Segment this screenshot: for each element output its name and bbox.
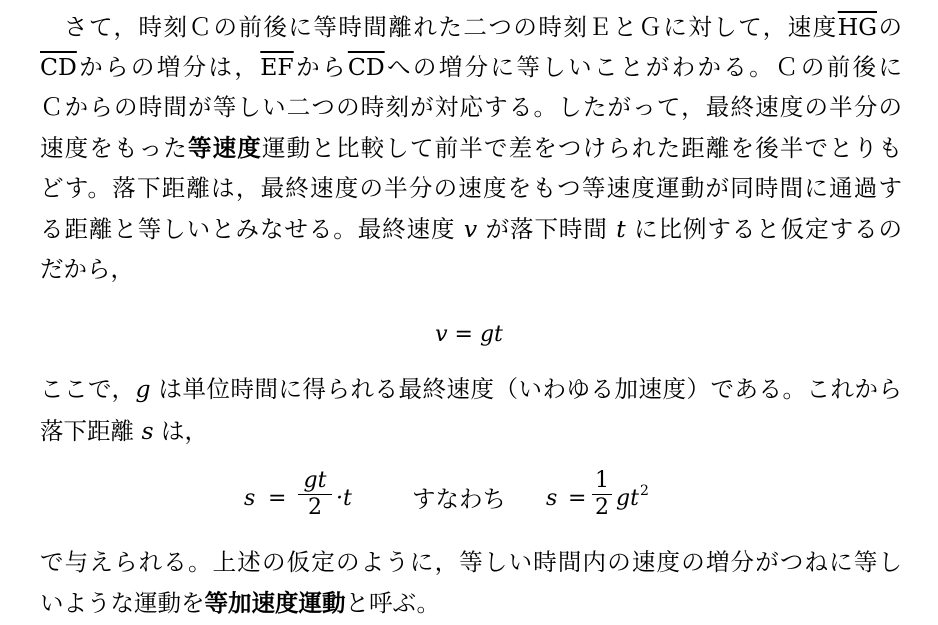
text-segment: は， [153, 417, 209, 445]
text-segment: が落下時間 [477, 215, 617, 243]
text-line [40, 586, 902, 620]
text-line: で与えられる。上述の仮定のように，等しい時間内の速度の増分がつねに等し [40, 548, 902, 576]
fraction-numerator: gt [303, 468, 327, 493]
text-line: だから， [40, 255, 134, 283]
text-segment: 速度をもった [40, 134, 188, 162]
formula-equals: = [268, 486, 287, 511]
text-line [40, 212, 902, 246]
text-line [40, 414, 902, 448]
text-line [40, 131, 902, 165]
formula-s: s [546, 486, 558, 511]
math-variable: s [141, 417, 154, 445]
eq-rhs: gt [479, 322, 503, 347]
text-segment: さて，時刻Ｃの前後に等時間離れた二つの時刻ＥとＧに対して，速度 [64, 13, 838, 41]
fraction-numerator: 1 [595, 468, 609, 493]
equation-distance [0, 468, 938, 532]
text-line [40, 372, 902, 406]
text-line: Ｃからの時間が等しい二つの時刻が対応する。したがって，最終速度の半分の [40, 93, 902, 121]
text-segment: る距離と等しいとみなせる。最終速度 [40, 215, 464, 243]
text-segment: からの増分は， [76, 53, 261, 81]
text-segment: と呼ぶ。 [345, 589, 440, 617]
eq-lhs: v [435, 322, 448, 347]
text-segment: 運動と比較して前半で差をつけられた距離を後半でとりも [261, 134, 902, 162]
formula-s: s [244, 486, 256, 511]
equation-v-equals-gt [0, 318, 938, 352]
overlined-segment: $\overline{CD}$ [40, 53, 77, 81]
text-segment: は単位時間に得られる最終速度（いわゆる加速度）である。これから [150, 375, 902, 403]
text-line [64, 10, 902, 44]
text-segment: の [877, 13, 902, 41]
formula-dot-t: ·t [336, 486, 352, 511]
text-segment: ここで， [40, 375, 136, 403]
overlined-segment: $\overline{EF}$ [260, 53, 294, 81]
formula-sunawachi: すなわち [412, 485, 506, 513]
fraction-denominator: 2 [595, 495, 609, 520]
fraction-denominator: 2 [308, 495, 322, 520]
math-variable: t [616, 215, 626, 243]
eq-equals: = [447, 322, 480, 347]
text-segment: から [293, 53, 348, 81]
math-variable: g [135, 375, 151, 403]
bold-term: 等速度 [187, 134, 262, 162]
formula-gt: gt [616, 486, 639, 511]
text-line [40, 50, 902, 84]
overlined-segment: $\overline{HG}$ [837, 13, 878, 41]
text-segment: 落下距離 [40, 417, 142, 445]
fraction-1-over-2 [592, 468, 612, 521]
bold-term: 等加速度運動 [204, 589, 346, 617]
formula-exponent: 2 [640, 483, 649, 499]
fraction-gt-over-2 [298, 468, 332, 521]
text-segment: への増分に等しいことがわかる。Ｃの前後に [384, 53, 902, 81]
text-segment: に比例すると仮定するの [625, 215, 902, 243]
formula-equals: = [568, 486, 587, 511]
text-line: どす。落下距離は，最終速度の半分の速度をもつ等速度運動が同時間に通過す [40, 174, 902, 202]
text-segment: いような運動を [40, 589, 205, 617]
overlined-segment: $\overline{CD}$ [347, 53, 385, 81]
math-variable: v [463, 215, 478, 243]
